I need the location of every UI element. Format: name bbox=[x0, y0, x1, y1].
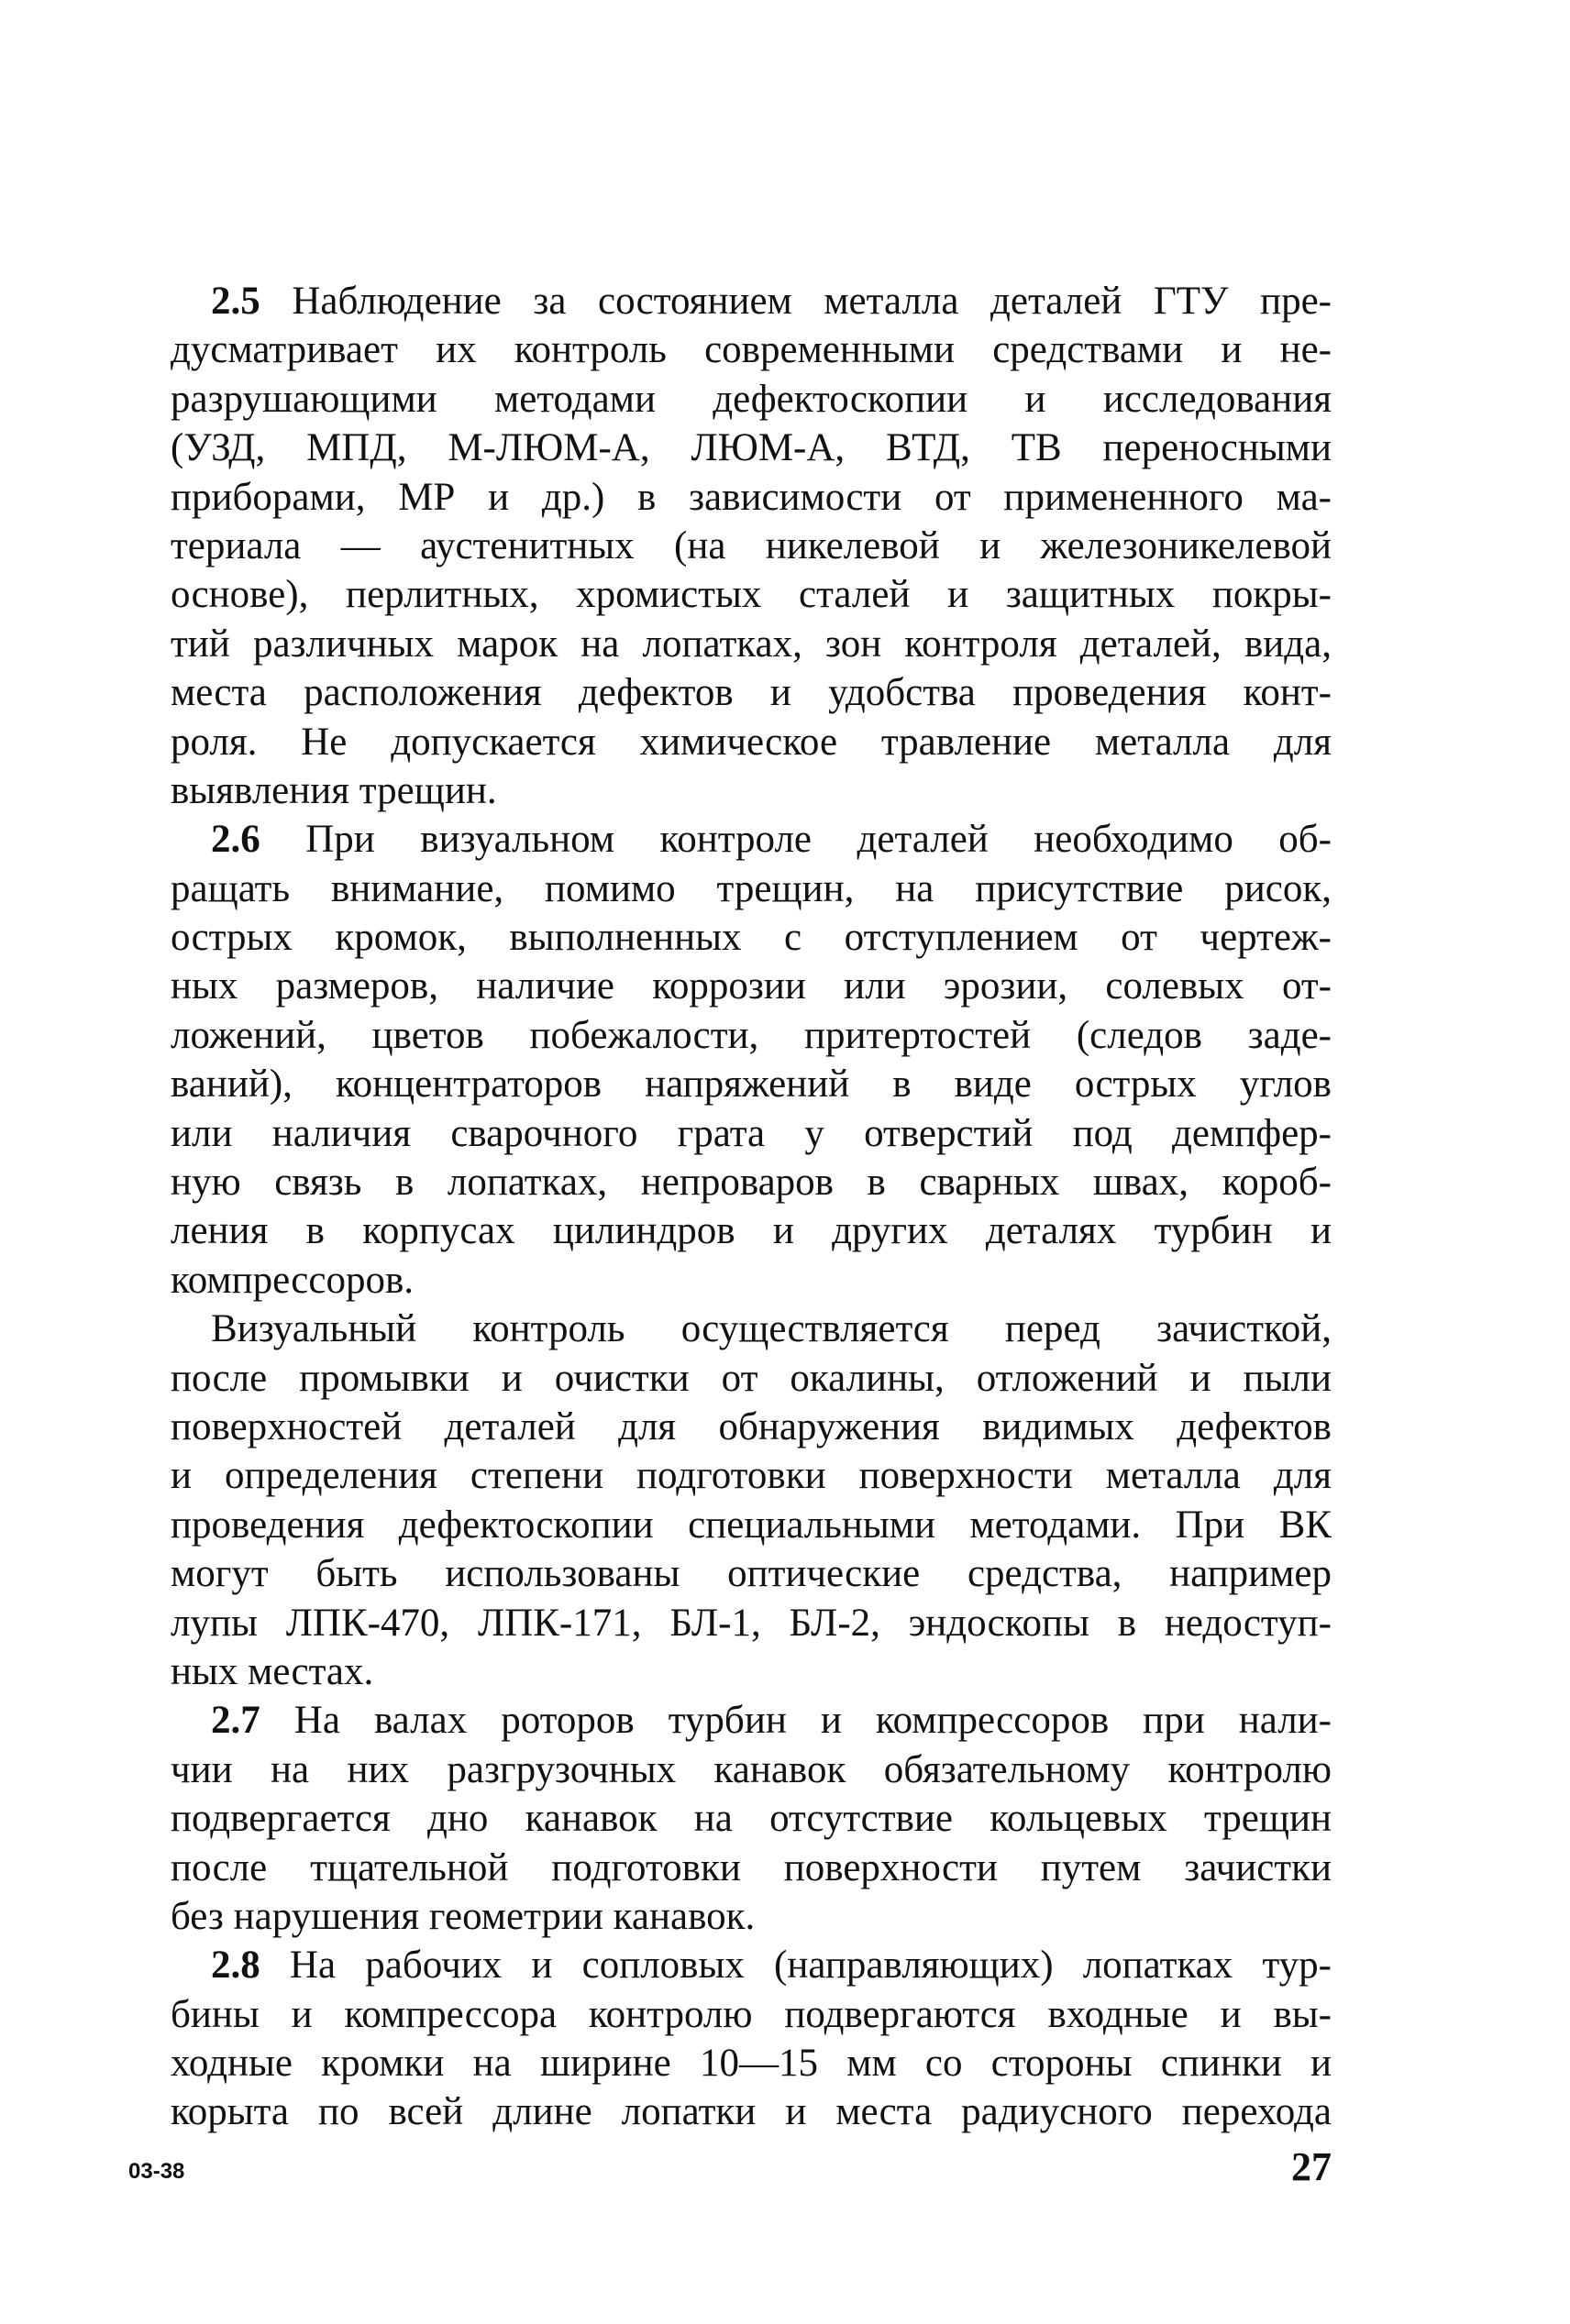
text-line bbox=[171, 1892, 1332, 1941]
paragraph-p2-6 bbox=[171, 815, 1332, 1305]
text-line bbox=[171, 277, 1332, 325]
text-line bbox=[171, 913, 1332, 962]
text-line bbox=[171, 1844, 1332, 1892]
text-line bbox=[171, 1060, 1332, 1108]
line-text: подвергается дно канавок на отсутствие кольцевых трещин bbox=[171, 1797, 1332, 1841]
text-line bbox=[171, 1941, 1332, 1989]
line-text: Наблюдение за состоянием металла деталей ГТУ пре- bbox=[260, 280, 1332, 323]
line-text: роля. Не допускается химическое травление металла для bbox=[171, 720, 1332, 764]
line-text: тий различных марок на лопатках, зон контроля деталей, вида, bbox=[171, 622, 1332, 666]
page-number: 27 bbox=[1291, 2144, 1332, 2189]
text-line bbox=[171, 1501, 1332, 1549]
line-text: териала — аустенитных (на никелевой и железоникелевой bbox=[171, 523, 1332, 567]
line-text: или наличия сварочного грата у отверстий под демпфер- bbox=[171, 1111, 1332, 1155]
line-text: ращать внимание, помимо трещин, на присутствие рисок, bbox=[171, 866, 1332, 910]
text-line bbox=[171, 1599, 1332, 1647]
line-text: проведения дефектоскопии специальными методами. При ВК bbox=[171, 1503, 1332, 1547]
text-line bbox=[171, 718, 1332, 766]
text-line bbox=[171, 570, 1332, 619]
text-line bbox=[171, 962, 1332, 1010]
line-text: ваний), концентраторов напряжений в виде острых углов bbox=[171, 1063, 1332, 1107]
line-text: При визуальном контроле деталей необходимо об- bbox=[260, 818, 1332, 862]
body-text bbox=[171, 277, 1332, 2137]
text-line bbox=[171, 766, 1332, 815]
text-line bbox=[171, 1206, 1332, 1255]
line-text: разрушающими методами дефектоскопии и исследования bbox=[171, 377, 1332, 421]
text-line bbox=[171, 2087, 1332, 2136]
line-text: ления в корпусах цилиндров и других деталях турбин и bbox=[171, 1209, 1332, 1253]
text-line bbox=[171, 668, 1332, 717]
line-text: На валах роторов турбин и компрессоров при нали- bbox=[260, 1699, 1332, 1743]
line-text: после тщательной подготовки поверхности путем зачистки bbox=[171, 1845, 1332, 1889]
text-line bbox=[171, 1647, 1332, 1696]
text-line bbox=[171, 375, 1332, 424]
line-text: компрессоров. bbox=[171, 1258, 414, 1302]
paragraph-p2-6b bbox=[171, 1305, 1332, 1696]
section-number: 2.8 bbox=[211, 1944, 260, 1988]
line-text: основе), перлитных, хромистых сталей и защитных покры- bbox=[171, 573, 1332, 617]
text-line bbox=[171, 865, 1332, 913]
paragraph-p2-8 bbox=[171, 1941, 1332, 2137]
text-line bbox=[171, 1549, 1332, 1598]
text-line bbox=[171, 473, 1332, 522]
line-text: ную связь в лопатках, непроваров в сварных швах, короб- bbox=[171, 1161, 1332, 1205]
section-number: 2.7 bbox=[211, 1699, 260, 1743]
line-text: выявления трещин. bbox=[171, 768, 497, 812]
text-line bbox=[171, 2039, 1332, 2087]
line-text: ных местах. bbox=[171, 1649, 374, 1693]
line-text: дусматривает их контроль современными средствами и не- bbox=[171, 328, 1332, 372]
line-text: после промывки и очистки от окалины, отложений и пыли bbox=[171, 1356, 1332, 1400]
text-line bbox=[171, 1794, 1332, 1843]
text-line bbox=[171, 424, 1332, 472]
line-text: и определения степени подготовки поверхности металла для bbox=[171, 1454, 1332, 1498]
text-line bbox=[171, 815, 1332, 864]
line-text: чии на них разгрузочных канавок обязательному контролю bbox=[171, 1747, 1332, 1791]
line-text: (УЗД, МПД, М-ЛЮМ-А, ЛЮМ-А, ВТД, ТВ переносными bbox=[171, 426, 1332, 470]
line-text: острых кромок, выполненных с отступлением от чертеж- bbox=[171, 916, 1332, 960]
section-number: 2.5 bbox=[211, 280, 260, 323]
text-line bbox=[171, 1158, 1332, 1206]
line-text: могут быть использованы оптические средства, например bbox=[171, 1552, 1332, 1596]
text-line bbox=[171, 1011, 1332, 1060]
text-line bbox=[171, 522, 1332, 570]
text-line bbox=[171, 1305, 1332, 1353]
text-line bbox=[171, 1354, 1332, 1403]
text-line bbox=[171, 1109, 1332, 1158]
line-text: без нарушения геометрии канавок. bbox=[171, 1894, 756, 1938]
text-line bbox=[171, 1256, 1332, 1305]
text-line bbox=[171, 1451, 1332, 1500]
line-text: поверхностей деталей для обнаружения видимых дефектов bbox=[171, 1404, 1332, 1448]
line-text: ных размеров, наличие коррозии или эрозии, солевых от- bbox=[171, 964, 1332, 1008]
text-line bbox=[171, 1990, 1332, 2039]
line-text: места расположения дефектов и удобства проведения конт- bbox=[171, 671, 1332, 715]
text-line bbox=[171, 1696, 1332, 1745]
line-text: приборами, МР и др.) в зависимости от примененного ма- bbox=[171, 475, 1332, 519]
paragraph-p2-5 bbox=[171, 277, 1332, 815]
line-text: ходные кромки на ширине 10—15 мм со стороны спинки и bbox=[171, 2042, 1332, 2086]
line-text: бины и компрессора контролю подвергаются входные и вы- bbox=[171, 1992, 1332, 2036]
footer-code: 03-38 bbox=[128, 2159, 185, 2184]
section-number: 2.6 bbox=[211, 818, 260, 862]
paragraph-p2-7 bbox=[171, 1696, 1332, 1941]
line-text: лупы ЛПК-470, ЛПК-171, БЛ-1, БЛ-2, эндоскопы в недоступ- bbox=[171, 1601, 1332, 1645]
text-line bbox=[171, 620, 1332, 668]
text-line bbox=[171, 1403, 1332, 1451]
line-text: ложений, цветов побежалости, притертостей (следов заде- bbox=[171, 1013, 1332, 1057]
line-text: На рабочих и сопловых (направляющих) лопатках тур- bbox=[260, 1944, 1332, 1988]
text-line bbox=[171, 325, 1332, 374]
line-text: Визуальный контроль осуществляется перед зачисткой, bbox=[211, 1307, 1332, 1351]
line-text: корыта по всей длине лопатки и места радиусного перехода bbox=[171, 2090, 1332, 2134]
text-line bbox=[171, 1746, 1332, 1794]
